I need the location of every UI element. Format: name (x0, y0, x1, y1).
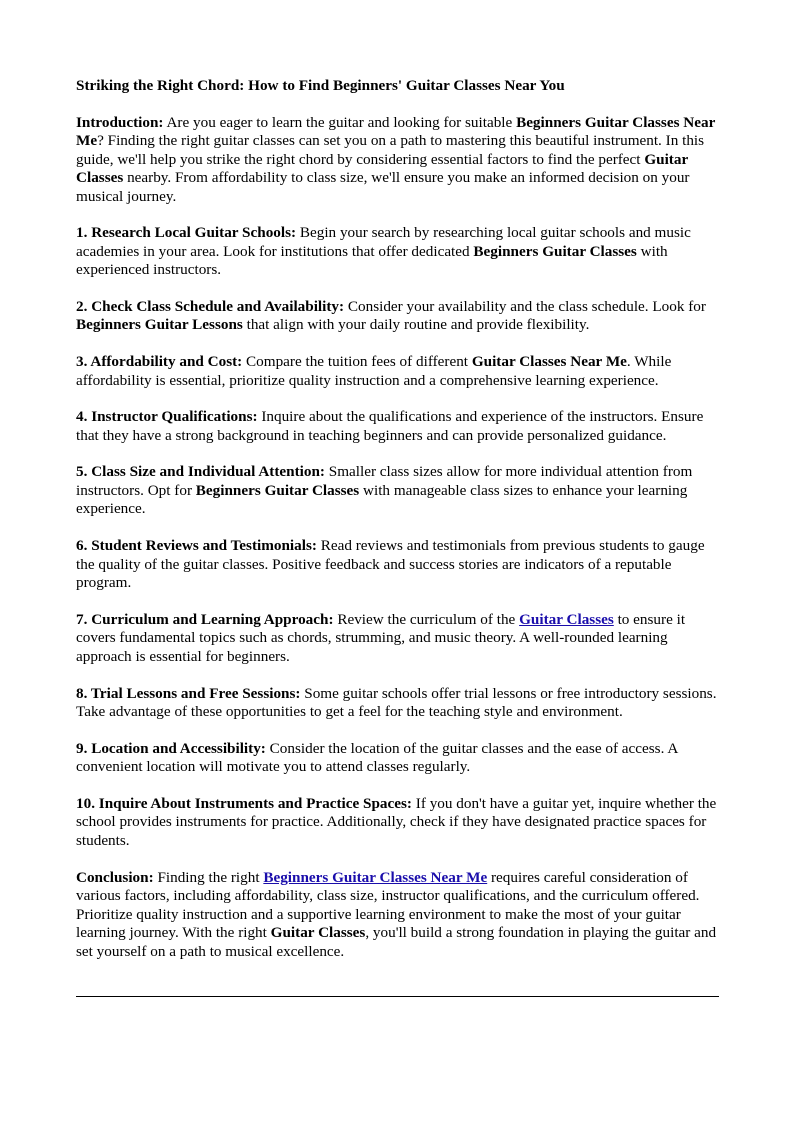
section-7-text-1: Review the curriculum of the (333, 610, 520, 628)
section-7-text-2: to ensure it covers fundamental topics such as chords, strumming, and music theory. A well-rounded learning approach is essential for beginners. (76, 610, 686, 665)
intro-text-1: Are you eager to learn the guitar and looking for suitable (163, 113, 517, 131)
section-7-heading: 7. Curriculum and Learning Approach: (76, 610, 334, 628)
intro-paragraph (76, 114, 720, 207)
beginners-guitar-classes-link[interactable]: Beginners Guitar Classes Near Me (263, 868, 488, 886)
section-1-text-2: with experienced instructors. (76, 242, 668, 279)
section-5-bold: Beginners Guitar Classes (195, 481, 360, 499)
section-2-text-1: Consider your availability and the class schedule. Look for (344, 297, 706, 315)
section-5-heading: 5. Class Size and Individual Attention: (76, 463, 325, 481)
guitar-classes-link[interactable]: Guitar Classes (519, 610, 614, 628)
section-1 (76, 224, 720, 280)
section-3-text-2: . While affordability is essential, prioritize quality instruction and a comprehensive learning experience. (76, 353, 672, 389)
section-10-heading: 10. Inquire About Instruments and Practice Spaces: (76, 794, 412, 812)
section-1-bold: Beginners Guitar Classes (473, 242, 637, 260)
section-5 (76, 463, 720, 519)
conclusion-label: Conclusion: (76, 868, 154, 886)
section-1-heading: 1. Research Local Guitar Schools: (76, 224, 297, 242)
section-8 (76, 685, 720, 722)
section-8-text-1: Some guitar schools offer trial lessons or free introductory sessions. Take advantage of these opportunities to get a feel for the teaching style and environment. (76, 684, 717, 720)
section-2 (76, 298, 720, 335)
section-1-text-1: Begin your search by researching local guitar schools and music academies in your area. Look for institutions that offer dedicated (76, 224, 691, 260)
conclusion-text-1: Finding the right (153, 868, 264, 886)
conclusion-text-3: , you'll build a strong foundation in playing the guitar and set yourself on a path to musical excellence. (76, 924, 717, 960)
section-9-text-1: Consider the location of the guitar classes and the ease of access. A convenient location will motivate you to attend classes regularly. (76, 739, 678, 776)
intro-label: Introduction: (76, 113, 164, 131)
intro-text-2: ? Finding the right guitar classes can set you on a path to mastering this beautiful instrument. In this guide, we'll help you strike the right chord by considering essential factors to find the perfect (76, 132, 705, 168)
intro-bold-1: Beginners Guitar Classes Near Me (76, 113, 716, 149)
section-3 (76, 353, 720, 390)
article-title: Striking the Right Chord: How to Find Beginners' Guitar Classes Near You (76, 77, 565, 94)
article-body (76, 77, 720, 979)
section-4-text-1: Inquire about the qualifications and experience of the instructors. Ensure that they have a strong background in teaching beginners and can provide personalized guidance. (76, 408, 704, 444)
section-2-heading: 2. Check Class Schedule and Availability: (76, 297, 345, 315)
section-10-text-1: If you don't have a guitar yet, inquire whether the school provides instruments for practice. Additionally, check if they have designated practice spaces for students. (76, 794, 717, 849)
conclusion-text-2: requires careful consideration of various factors, including affordability, class size, instructor qualifications, and the curriculum offered. Prioritize quality instruction and a supportive learning environment to make the most of your guitar learning journey. With the right (76, 868, 700, 942)
section-7 (76, 611, 720, 667)
section-5-text-1: Smaller class sizes allow for more individual attention from instructors. Opt for (76, 463, 693, 499)
conclusion-bold: Guitar Classes (270, 924, 366, 942)
section-9-heading: 9. Location and Accessibility: (76, 739, 266, 757)
intro-bold-2: Guitar Classes (76, 150, 688, 186)
intro-text-3: nearby. From affordability to class size, we'll ensure you make an informed decision on your musical journey. (76, 169, 690, 205)
conclusion-paragraph (76, 869, 720, 962)
section-3-heading: 3. Affordability and Cost: (76, 353, 243, 371)
section-9 (76, 740, 720, 777)
section-2-text-2: that align with your daily routine and provide flexibility. (242, 316, 590, 334)
section-6-text-1: Read reviews and testimonials from previous students to gauge the quality of the guitar classes. Positive feedback and success stories are indicators of a reputable program. (76, 537, 705, 592)
section-8-heading: 8. Trial Lessons and Free Sessions: (76, 684, 301, 702)
section-6 (76, 537, 720, 593)
section-3-bold: Guitar Classes Near Me (471, 353, 627, 371)
horizontal-divider (76, 996, 719, 997)
section-4 (76, 408, 720, 445)
section-5-text-2: with manageable class sizes to enhance your learning experience. (76, 481, 688, 518)
section-6-heading: 6. Student Reviews and Testimonials: (76, 537, 317, 555)
section-3-text-1: Compare the tuition fees of different (242, 353, 472, 371)
section-4-heading: 4. Instructor Qualifications: (76, 408, 258, 426)
section-10 (76, 795, 720, 851)
section-2-bold: Beginners Guitar Lessons (76, 316, 243, 334)
